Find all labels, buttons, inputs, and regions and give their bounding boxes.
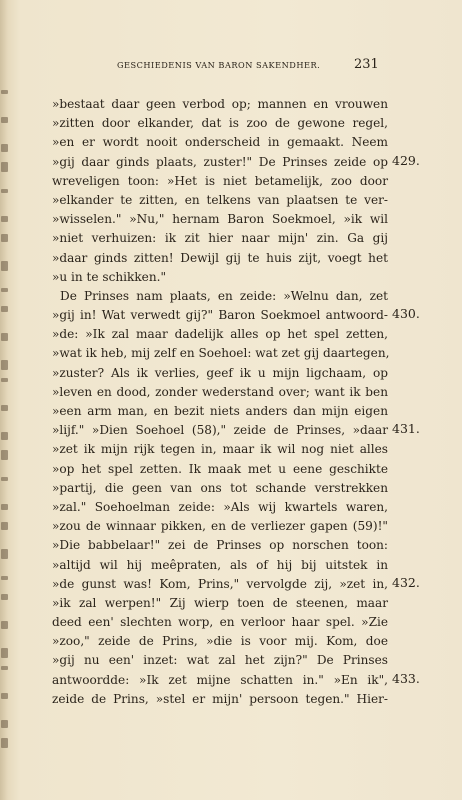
gutter-edge [0, 90, 12, 780]
text-line: »daar ginds zitten! Dewijl gij te huis zijt, voegt het [52, 250, 388, 265]
text-line: zeide de Prins, »stel er mijn' persoon tegen." Hier- [52, 691, 388, 706]
gutter-speck [1, 144, 8, 152]
text-line: »gij in! Wat verwedt gij?" Baron Soekmoel antwoord- [52, 308, 388, 323]
text-line: »bestaat daar geen verbod op; mannen en vrouwen [52, 97, 388, 111]
gutter-speck [1, 549, 8, 559]
text-line: antwoordde: »Ik zet mijne schatten in." »En ik", [52, 672, 388, 687]
margin-number: 432. [392, 575, 420, 590]
margin-number: 430. [392, 306, 420, 322]
gutter-speck [1, 621, 8, 629]
text-line: »wat ik heb, mij zelf en Soehoel: wat zet gij daartegen, [52, 346, 390, 361]
gutter-speck [1, 360, 8, 370]
text-line: »gij nu een' inzet: wat zal het zijn?" De Prinses [52, 653, 388, 668]
text-line: »zet ik mijn rijk tegen in, maar ik wil nog niet alles [52, 442, 388, 457]
gutter-speck [1, 576, 8, 580]
gutter-speck [1, 306, 8, 312]
gutter-speck [1, 504, 8, 510]
gutter-speck [1, 261, 8, 271]
gutter-speck [1, 738, 8, 748]
running-header: GESCHIEDENIS VAN BARON SAKENDHER. [117, 60, 321, 70]
gutter-speck [1, 720, 8, 728]
gutter-speck [1, 405, 8, 411]
gutter-speck [1, 648, 8, 658]
gutter-speck [1, 90, 8, 94]
gutter-speck [1, 117, 8, 123]
page-number: 231 [354, 57, 379, 72]
text-line: »partij, die geen van ons tot schande verstrekken [52, 480, 388, 495]
margin-number: 429. [392, 152, 420, 168]
text-line: »niet verhuizen: ik zit hier naar mijn' zin. Ga gij [52, 231, 388, 246]
text-line: »u in te schikken." [52, 269, 167, 284]
gutter-speck [1, 666, 8, 670]
gutter-speck [1, 522, 8, 530]
text-line: »zou de winnaar pikken, en de verliezer gapen (59)!" [52, 519, 388, 534]
gutter-speck [1, 477, 8, 481]
text-line: »ik zal werpen!" Zij wierp toen de steenen, maar [52, 595, 388, 610]
text-line: De Prinses nam plaats, en zeide: »Welnu dan, zet [60, 288, 388, 303]
text-line: »altijd wil hij meêpraten, als of hij bij uitstek in [52, 557, 388, 572]
gutter-speck [1, 333, 8, 341]
text-line: »leven en dood, zonder wederstand over; want ik ben [52, 384, 388, 399]
margin-number: 433. [392, 671, 420, 686]
text-line: »op het spel zetten. Ik maak met u eene geschikte [52, 461, 388, 476]
text-line: »de: »Ik zal maar dadelijk alles op het spel zetten, [52, 327, 388, 342]
text-line: »de gunst was! Kom, Prins," vervolgde zij, »zet in, [52, 576, 388, 591]
gutter-speck [1, 594, 8, 600]
text-line: »een arm man, en bezit niets anders dan mijn eigen [52, 404, 388, 418]
gutter-speck [1, 432, 8, 440]
text-line: »Die babbelaar!" zei de Prinses op norschen toon: [52, 538, 388, 553]
gutter-speck [1, 288, 8, 292]
text-line: »zuster? Als ik verlies, geef ik u mijn ligchaam, op [52, 365, 388, 380]
gutter-speck [1, 216, 8, 222]
text-line: wreveligen toon: »Het is niet betamelijk, zoo door [52, 173, 388, 188]
text-line: »zoo," zeide de Prins, »die is voor mij. Kom, doe [52, 634, 388, 649]
text-line: »zitten door elkander, dat is zoo de gewone regel, [52, 116, 388, 131]
gutter-speck [1, 189, 8, 193]
text-line: deed een' slechten worp, en verloor haar spel. »Zie [52, 615, 388, 630]
margin-number: 431. [392, 421, 420, 437]
gutter-speck [1, 378, 8, 382]
text-line: »gij daar ginds plaats, zuster!" De Prinses zeide op [52, 154, 388, 169]
gutter-speck [1, 450, 8, 460]
text-line: »wisselen." »Nu," hernam Baron Soekmoel, »ik wil [52, 212, 388, 227]
text-line: »elkander te zitten, en telkens van plaatsen te ver- [52, 192, 388, 207]
text-line: »en er wordt nooit onderscheid in gemaakt. Neem [52, 135, 388, 150]
gutter-speck [1, 693, 8, 699]
gutter-speck [1, 162, 8, 172]
gutter-speck [1, 234, 8, 242]
text-line: »zal." Soehoelman zeide: »Als wij kwartels waren, [52, 499, 388, 514]
body-text [52, 95, 388, 709]
text-line: »lijf." »Dien Soehoel (58)," zeide de Prinses, »daar [52, 423, 388, 438]
